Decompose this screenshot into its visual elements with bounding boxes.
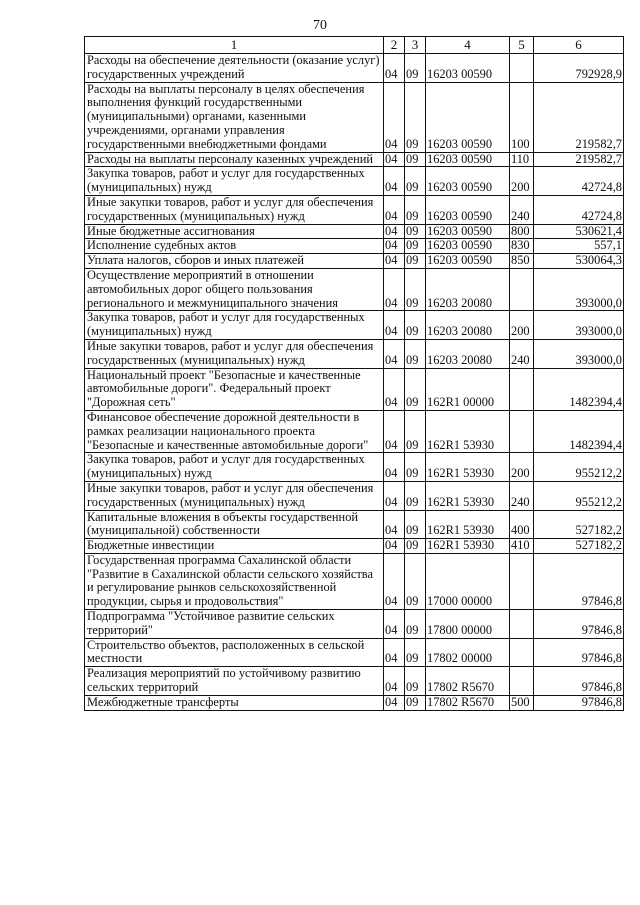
target-article-code: 17802 00000 [426,638,510,667]
section-code: 04 [384,195,405,224]
section-code: 04 [384,54,405,83]
target-article-code: 16203 00590 [426,152,510,167]
expense-type-code: 400 [510,510,534,539]
table-row [85,167,624,196]
expense-type-code: 850 [510,254,534,269]
expense-type-code [510,54,534,83]
budget-table [84,36,624,711]
expense-type-code [510,667,534,696]
item-name: Расходы на выплаты персоналу в целях обеспечения выполнения функций государственными (муниципальными) органами, казенными учреждениями, органами управления государственными внебюджетными фондами [85,82,384,152]
expense-type-code [510,610,534,639]
amount: 1482394,4 [534,410,624,452]
item-name: Иные закупки товаров, работ и услуг для обеспечения государственных (муниципальных) нужд [85,339,384,368]
expense-type-code [510,410,534,452]
target-article-code: 17800 00000 [426,610,510,639]
item-name: Капитальные вложения в объекты государственной (муниципальной) собственности [85,510,384,539]
subsection-code: 09 [405,339,426,368]
section-code: 04 [384,254,405,269]
target-article-code: 16203 00590 [426,224,510,239]
item-name: Иные закупки товаров, работ и услуг для обеспечения государственных (муниципальных) нужд [85,195,384,224]
expense-type-code: 800 [510,224,534,239]
expense-type-code: 110 [510,152,534,167]
expense-type-code: 200 [510,453,534,482]
column-header: 6 [534,37,624,54]
column-header: 3 [405,37,426,54]
item-name: Закупка товаров, работ и услуг для государственных (муниципальных) нужд [85,167,384,196]
subsection-code: 09 [405,311,426,340]
amount: 955212,2 [534,453,624,482]
target-article-code: 17000 00000 [426,553,510,609]
subsection-code: 09 [405,510,426,539]
expense-type-code: 240 [510,339,534,368]
amount: 557,1 [534,239,624,254]
amount: 219582,7 [534,152,624,167]
amount: 527182,2 [534,539,624,554]
section-code: 04 [384,167,405,196]
subsection-code: 09 [405,268,426,310]
section-code: 04 [384,510,405,539]
table-row [85,368,624,410]
table-row [85,610,624,639]
section-code: 04 [384,667,405,696]
table-row [85,638,624,667]
table-row [85,195,624,224]
section-code: 04 [384,553,405,609]
expense-type-code: 830 [510,239,534,254]
section-code: 04 [384,224,405,239]
item-name: Подпрограмма "Устойчивое развитие сельских территорий" [85,610,384,639]
expense-type-code: 240 [510,481,534,510]
section-code: 04 [384,638,405,667]
target-article-code: 162R1 00000 [426,368,510,410]
item-name: Межбюджетные трансферты [85,695,384,710]
amount: 955212,2 [534,481,624,510]
item-name: Бюджетные инвестиции [85,539,384,554]
amount: 97846,8 [534,638,624,667]
expense-type-code [510,368,534,410]
table-row [85,667,624,696]
item-name: Государственная программа Сахалинской области "Развитие в Сахалинской области сельского хозяйства и регулирование рынков сельскохозяйственной продукции, сырья и продовольствия" [85,553,384,609]
subsection-code: 09 [405,539,426,554]
target-article-code: 17802 R5670 [426,695,510,710]
item-name: Осуществление мероприятий в отношении автомобильных дорог общего пользования регионального и межмуниципального значения [85,268,384,310]
table-row [85,254,624,269]
subsection-code: 09 [405,152,426,167]
target-article-code: 17802 R5670 [426,667,510,696]
amount: 97846,8 [534,667,624,696]
section-code: 04 [384,410,405,452]
amount: 42724,8 [534,167,624,196]
target-article-code: 162R1 53930 [426,481,510,510]
expense-type-code [510,553,534,609]
target-article-code: 16203 20080 [426,268,510,310]
target-article-code: 162R1 53930 [426,453,510,482]
item-name: Закупка товаров, работ и услуг для государственных (муниципальных) нужд [85,453,384,482]
section-code: 04 [384,152,405,167]
item-name: Финансовое обеспечение дорожной деятельности в рамках реализации национального проекта "Безопасные и качественные автомобильные дороги" [85,410,384,452]
section-code: 04 [384,239,405,254]
subsection-code: 09 [405,224,426,239]
subsection-code: 09 [405,638,426,667]
section-code: 04 [384,695,405,710]
amount: 393000,0 [534,339,624,368]
subsection-code: 09 [405,368,426,410]
subsection-code: 09 [405,553,426,609]
section-code: 04 [384,311,405,340]
table-row [85,268,624,310]
amount: 97846,8 [534,695,624,710]
section-code: 04 [384,339,405,368]
item-name: Реализация мероприятий по устойчивому развитию сельских территорий [85,667,384,696]
item-name: Строительство объектов, расположенных в сельской местности [85,638,384,667]
table-row [85,453,624,482]
table-row [85,695,624,710]
table-row [85,239,624,254]
section-code: 04 [384,268,405,310]
target-article-code: 16203 00590 [426,195,510,224]
amount: 393000,0 [534,311,624,340]
amount: 792928,9 [534,54,624,83]
table-row [85,539,624,554]
target-article-code: 16203 20080 [426,311,510,340]
table-row [85,152,624,167]
target-article-code: 162R1 53930 [426,510,510,539]
table-row [85,311,624,340]
subsection-code: 09 [405,82,426,152]
item-name: Исполнение судебных актов [85,239,384,254]
target-article-code: 16203 00590 [426,167,510,196]
table-row [85,82,624,152]
target-article-code: 16203 00590 [426,54,510,83]
subsection-code: 09 [405,453,426,482]
amount: 42724,8 [534,195,624,224]
table-row [85,224,624,239]
subsection-code: 09 [405,195,426,224]
item-name: Иные закупки товаров, работ и услуг для обеспечения государственных (муниципальных) нужд [85,481,384,510]
expense-type-code: 100 [510,82,534,152]
subsection-code: 09 [405,695,426,710]
column-header: 1 [85,37,384,54]
subsection-code: 09 [405,667,426,696]
table-header-row [85,37,624,54]
subsection-code: 09 [405,254,426,269]
amount: 393000,0 [534,268,624,310]
subsection-code: 09 [405,410,426,452]
target-article-code: 162R1 53930 [426,410,510,452]
expense-type-code: 240 [510,195,534,224]
subsection-code: 09 [405,167,426,196]
subsection-code: 09 [405,54,426,83]
item-name: Закупка товаров, работ и услуг для государственных (муниципальных) нужд [85,311,384,340]
amount: 527182,2 [534,510,624,539]
target-article-code: 162R1 53930 [426,539,510,554]
target-article-code: 16203 20080 [426,339,510,368]
item-name: Расходы на выплаты персоналу казенных учреждений [85,152,384,167]
table-row [85,410,624,452]
amount: 530064,3 [534,254,624,269]
target-article-code: 16203 00590 [426,254,510,269]
table-row [85,510,624,539]
target-article-code: 16203 00590 [426,239,510,254]
expense-type-code [510,268,534,310]
subsection-code: 09 [405,481,426,510]
amount: 530621,4 [534,224,624,239]
target-article-code: 16203 00590 [426,82,510,152]
section-code: 04 [384,539,405,554]
item-name: Уплата налогов, сборов и иных платежей [85,254,384,269]
expense-type-code: 200 [510,167,534,196]
table-row [85,54,624,83]
column-header: 5 [510,37,534,54]
item-name: Расходы на обеспечение деятельности (оказание услуг) государственных учреждений [85,54,384,83]
expense-type-code: 410 [510,539,534,554]
page-number: 70 [313,18,327,33]
column-header: 2 [384,37,405,54]
item-name: Иные бюджетные ассигнования [85,224,384,239]
amount: 219582,7 [534,82,624,152]
item-name: Национальный проект "Безопасные и качественные автомобильные дороги". Федеральный проект "Дорожная сеть" [85,368,384,410]
amount: 97846,8 [534,553,624,609]
expense-type-code: 500 [510,695,534,710]
column-header: 4 [426,37,510,54]
table-row [85,339,624,368]
table-row [85,481,624,510]
subsection-code: 09 [405,610,426,639]
table-row [85,553,624,609]
section-code: 04 [384,481,405,510]
expense-type-code: 200 [510,311,534,340]
section-code: 04 [384,82,405,152]
amount: 97846,8 [534,610,624,639]
section-code: 04 [384,453,405,482]
subsection-code: 09 [405,239,426,254]
section-code: 04 [384,368,405,410]
expense-type-code [510,638,534,667]
section-code: 04 [384,610,405,639]
amount: 1482394,4 [534,368,624,410]
